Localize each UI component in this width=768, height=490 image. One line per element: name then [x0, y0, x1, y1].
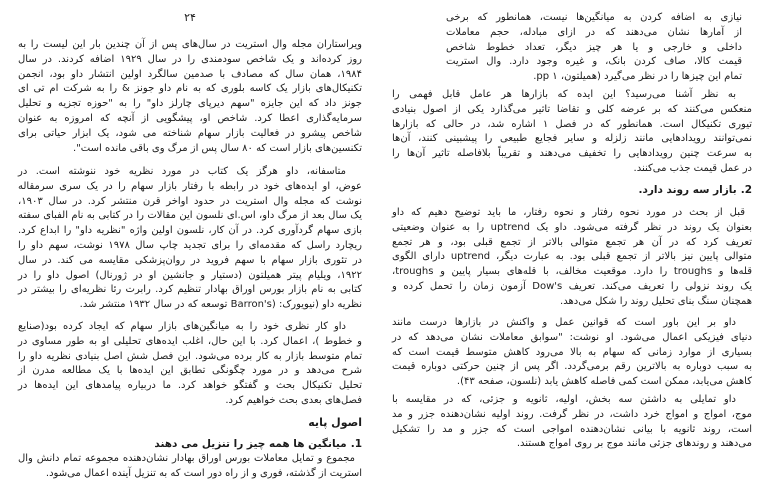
text-line: بسیاری از موارد زمانی که سهام به بالا می‌رود کاهش متوسط قیمت است که [392, 346, 752, 358]
text-line: مجموع و تمایل معاملات بورس اوراق بهادار نشان‌دهنده مجموعه تمام دانش وال [18, 453, 355, 464]
text-line: داو تمایلی به داشتن سه بخش، اولیه، ثانویه و جزئی، که در مقایسه با [392, 394, 736, 405]
text-line: کاهش می‌یابد، ممکن است کمی فاصله کاهش یابد (نلسون، صفحه ۴۳). [456, 376, 752, 388]
text-line: تکنیکال‌های بازار یک کاسه بلوری که به نام داو جونز & را به شرکت ام تی ای [18, 83, 362, 95]
text-line: می‌دهند و روندهای جزئی مانند موج بر روی امواج هستند. [516, 438, 752, 450]
text-line: ویراستاران مجله وال استریت در سال‌های پس از آن چندین بار این لیست را به [18, 39, 362, 50]
text-line: قله‌ها و troughs را دارد. موقعیت مخالف، با قله‌های بسیار پایین و troughs، [392, 266, 752, 278]
text-line: یک روند نزولی را تعریف می‌کند. تعریف Dow's آزمون زمان را تحمل کرده و [392, 280, 753, 292]
text-line: فصل‌های بعدی بحث خواهیم کرد. [225, 394, 362, 406]
section-heading: اصول پایه [308, 416, 362, 429]
text-line: تکنسین‌های بازار است که ۸۰ سال پس از مرگ وی باقی مانده است". [73, 142, 362, 154]
text-line: تحلیل تکنیکال بحث و گفتگو خواهد کرد. ما دربیاره پیامدهای این ایده‌ها در [18, 380, 362, 392]
text-line: متاسفانه، داو هرگز یک کتاب در مورد نظریه خود ننوشته است. در [18, 166, 346, 177]
text-line: جونز داد که این جایزه "سهم دیرپای چارلز داو" را به "حوزه تجزیه و تحلیل [18, 98, 362, 110]
page-right [384, 0, 768, 490]
text-line: از آمارها نشان می‌دهند که در ازای مبادله، حجم معاملات [446, 26, 742, 38]
text-line: ۱۹۲۲، ویلیام پیتر همیلتون (دستیار و جانشین او در ژورنال) اصول داو را در [18, 269, 362, 281]
text-line: است، روند ثانویه با بیانی نشان‌دهنده امواجی است که جزر و مد را تشکیل [392, 423, 752, 435]
text-line: قبل از بحث در مورد نحوه رفتار و نحوه رفتار، ما باید توضیح دهیم که داو [392, 207, 745, 218]
block-quote [446, 11, 742, 85]
paragraph [392, 206, 752, 310]
text-line: موج، امواج و امواج خرد داشت، در نظر گرفت. روند اولیه نشان‌دهنده جزر و مد [392, 408, 752, 420]
text-line: ۱۹۸۴، همان سال که مصادف با صدمین سالگرد اولین انتشار داو بود، انجمن [18, 68, 362, 80]
text-line: منعکس می‌کنند که بر عرضه کلی و تقاضا تاثیر می‌گذارد یکی از اصول بنیادی [392, 103, 752, 115]
paragraph [18, 165, 362, 313]
text-line: در عمل قیمت جذب می‌کنند. [633, 162, 752, 174]
text-line: روز کرده‌اند و یک شاخص سودمندی را در سال ۱۹۲۹ اضافه کردند. در سال [18, 53, 363, 65]
list-number: 2. [740, 184, 752, 196]
text-line: داو کار نظری خود را به میانگین‌های بازار سهام که ایجاد کرده بود(صنایع [18, 321, 346, 332]
text-line: داخلی و خارجی و یا هر چیز دیگر، تعداد خطوط شاخص [446, 41, 742, 53]
paragraph [18, 320, 362, 409]
text-line: کتابی به نام بازار بورس اوراق بهادار تنظیم کرد. رابرت رئا نظریه‌ای را بیشتر در [18, 284, 362, 296]
text-line: شاخص پیشرو در فعالیت بازار سهام شناخته می شود، یک ابزار حیاتی برای [18, 127, 362, 139]
list-item-title: میانگین ها همه چیز را تنزیل می دهند [154, 438, 347, 450]
text-line: همچنان سنگ بنای تحلیل روند را شکل می‌دهد. [560, 295, 752, 307]
text-line: متوالی پایین نیز بالاتر از تجمع قبلی بود. به عبارت دیگر، uptrend دارای الگوی [392, 251, 752, 263]
text-line: عوض، او ایده‌های خود در رابطه با رفتار بازار سهام را در یک سری سرمقاله [18, 180, 362, 192]
paragraph [392, 393, 752, 452]
paragraph [392, 88, 752, 177]
text-line: دنیای فیزیکی اعمال می‌شود. او نوشت: "سوابق معاملات نشان می‌دهد که در [392, 331, 752, 343]
text-line: تمام این چیزها را در نظر می‌گیرد (همیلتون، pp ۱. [533, 71, 742, 83]
text-line: داو بر این باور است که قوانین عمل و واکنش در بازارها درست مانند [392, 317, 736, 328]
text-line: به سرعت چنین رویدادهایی را تخفیف می‌دهند و تقریباً بلافاصله تاثیر آن‌ها را [392, 148, 752, 160]
text-line: نوشت که مجله وال استریت در حدود اواخر قرن منتشر کرد. در سال ۱۹۰۳، [18, 195, 362, 207]
text-line: یک سال بعد از مرگ داو، اس.ای نلسون این مقالات را در کتابی به نام الفبای سفته [18, 210, 362, 222]
list-item-heading [18, 437, 362, 452]
text-line: قیمت کالا، صاف کردن بانک، و غیره وجود دارد. وال استریت [446, 56, 742, 68]
text-line: بعنوان یک روند در نظر گرفته می‌شود. داو یک uptrend را به عنوان وضعیتی [392, 221, 752, 233]
list-item-title: بازار سه روند دارد. [638, 184, 737, 196]
text-line: و خطوط )، اعمال کرد. با این حال، اغلب ایده‌های تحلیلی او به طور مساوی در [18, 335, 362, 347]
text-line: به نظر آشنا می‌رسید؟ این ایده که بازارها هر عامل قابل فهمی را [392, 89, 736, 100]
paragraph [18, 38, 362, 156]
text-line: استریت از گذشته، فوری و از راه دور است که به تنزیل آینده اعمال می‌شود. [45, 467, 362, 479]
text-line: شرح می‌دهد و در مورد چگونگی تطابق این ایده‌ها با یک مطالعه مدرن از [18, 365, 362, 377]
text-line: نمی‌توانند رویدادهایی مانند زلزله و سایر فجایع طبیعی را پیشبینی کنند، آن‌ها [392, 133, 752, 145]
list-number: 1. [350, 438, 362, 450]
page-number: ۲۴ [184, 11, 196, 24]
text-line: نظریه داو (نیویورک: (Barron's توسعه که در سال ۱۹۳۲ منتشر شد. [79, 299, 362, 311]
text-line: تیوری تکنیکال است. همانطور که در فصل ۱ اشاره شد، در حالی که بازارها [392, 118, 753, 130]
text-line: ریچارد راسل که مقدمه‌ای را برای تجدید چاپ سال ۱۹۷۸ نوشت، سهم داو را [18, 239, 363, 251]
text-line: سرمایه‌گذاری اعطا کرد. شاخص او، پیشگویی از آنچه که امروزه به عنوان [18, 112, 362, 124]
text-line: نیازی به اضافه کردن به میانگین‌ها نیست، همانطور که برخی [446, 12, 742, 23]
block-quote [18, 452, 362, 482]
text-line: تعریف کرد که در آن هر تجمع متوالی بالاتر از تجمع قبلی بود، و هر تجمع [392, 236, 752, 248]
text-line: تمام متوسط بازار به کار برده می‌شود. این فصل شش اصل بنیادی نظریه داو را [18, 350, 362, 362]
paragraph [392, 316, 752, 390]
section-heading [392, 183, 752, 198]
text-line: به سبب دوباره به بالاترین رقم برمی‌گردد. اگر پس از چنین حرکتی دوباره قیمت [392, 361, 752, 373]
text-line: بازی سهام گردآوری کرد. در آن کار، نلسون اولین واژه "نظریه داو" را ابداع کرد. [18, 225, 362, 237]
text-line: در تئوری بازار سهام با سهم فروید در روان‌پزشکی مقایسه می کند. در سال [18, 254, 362, 266]
